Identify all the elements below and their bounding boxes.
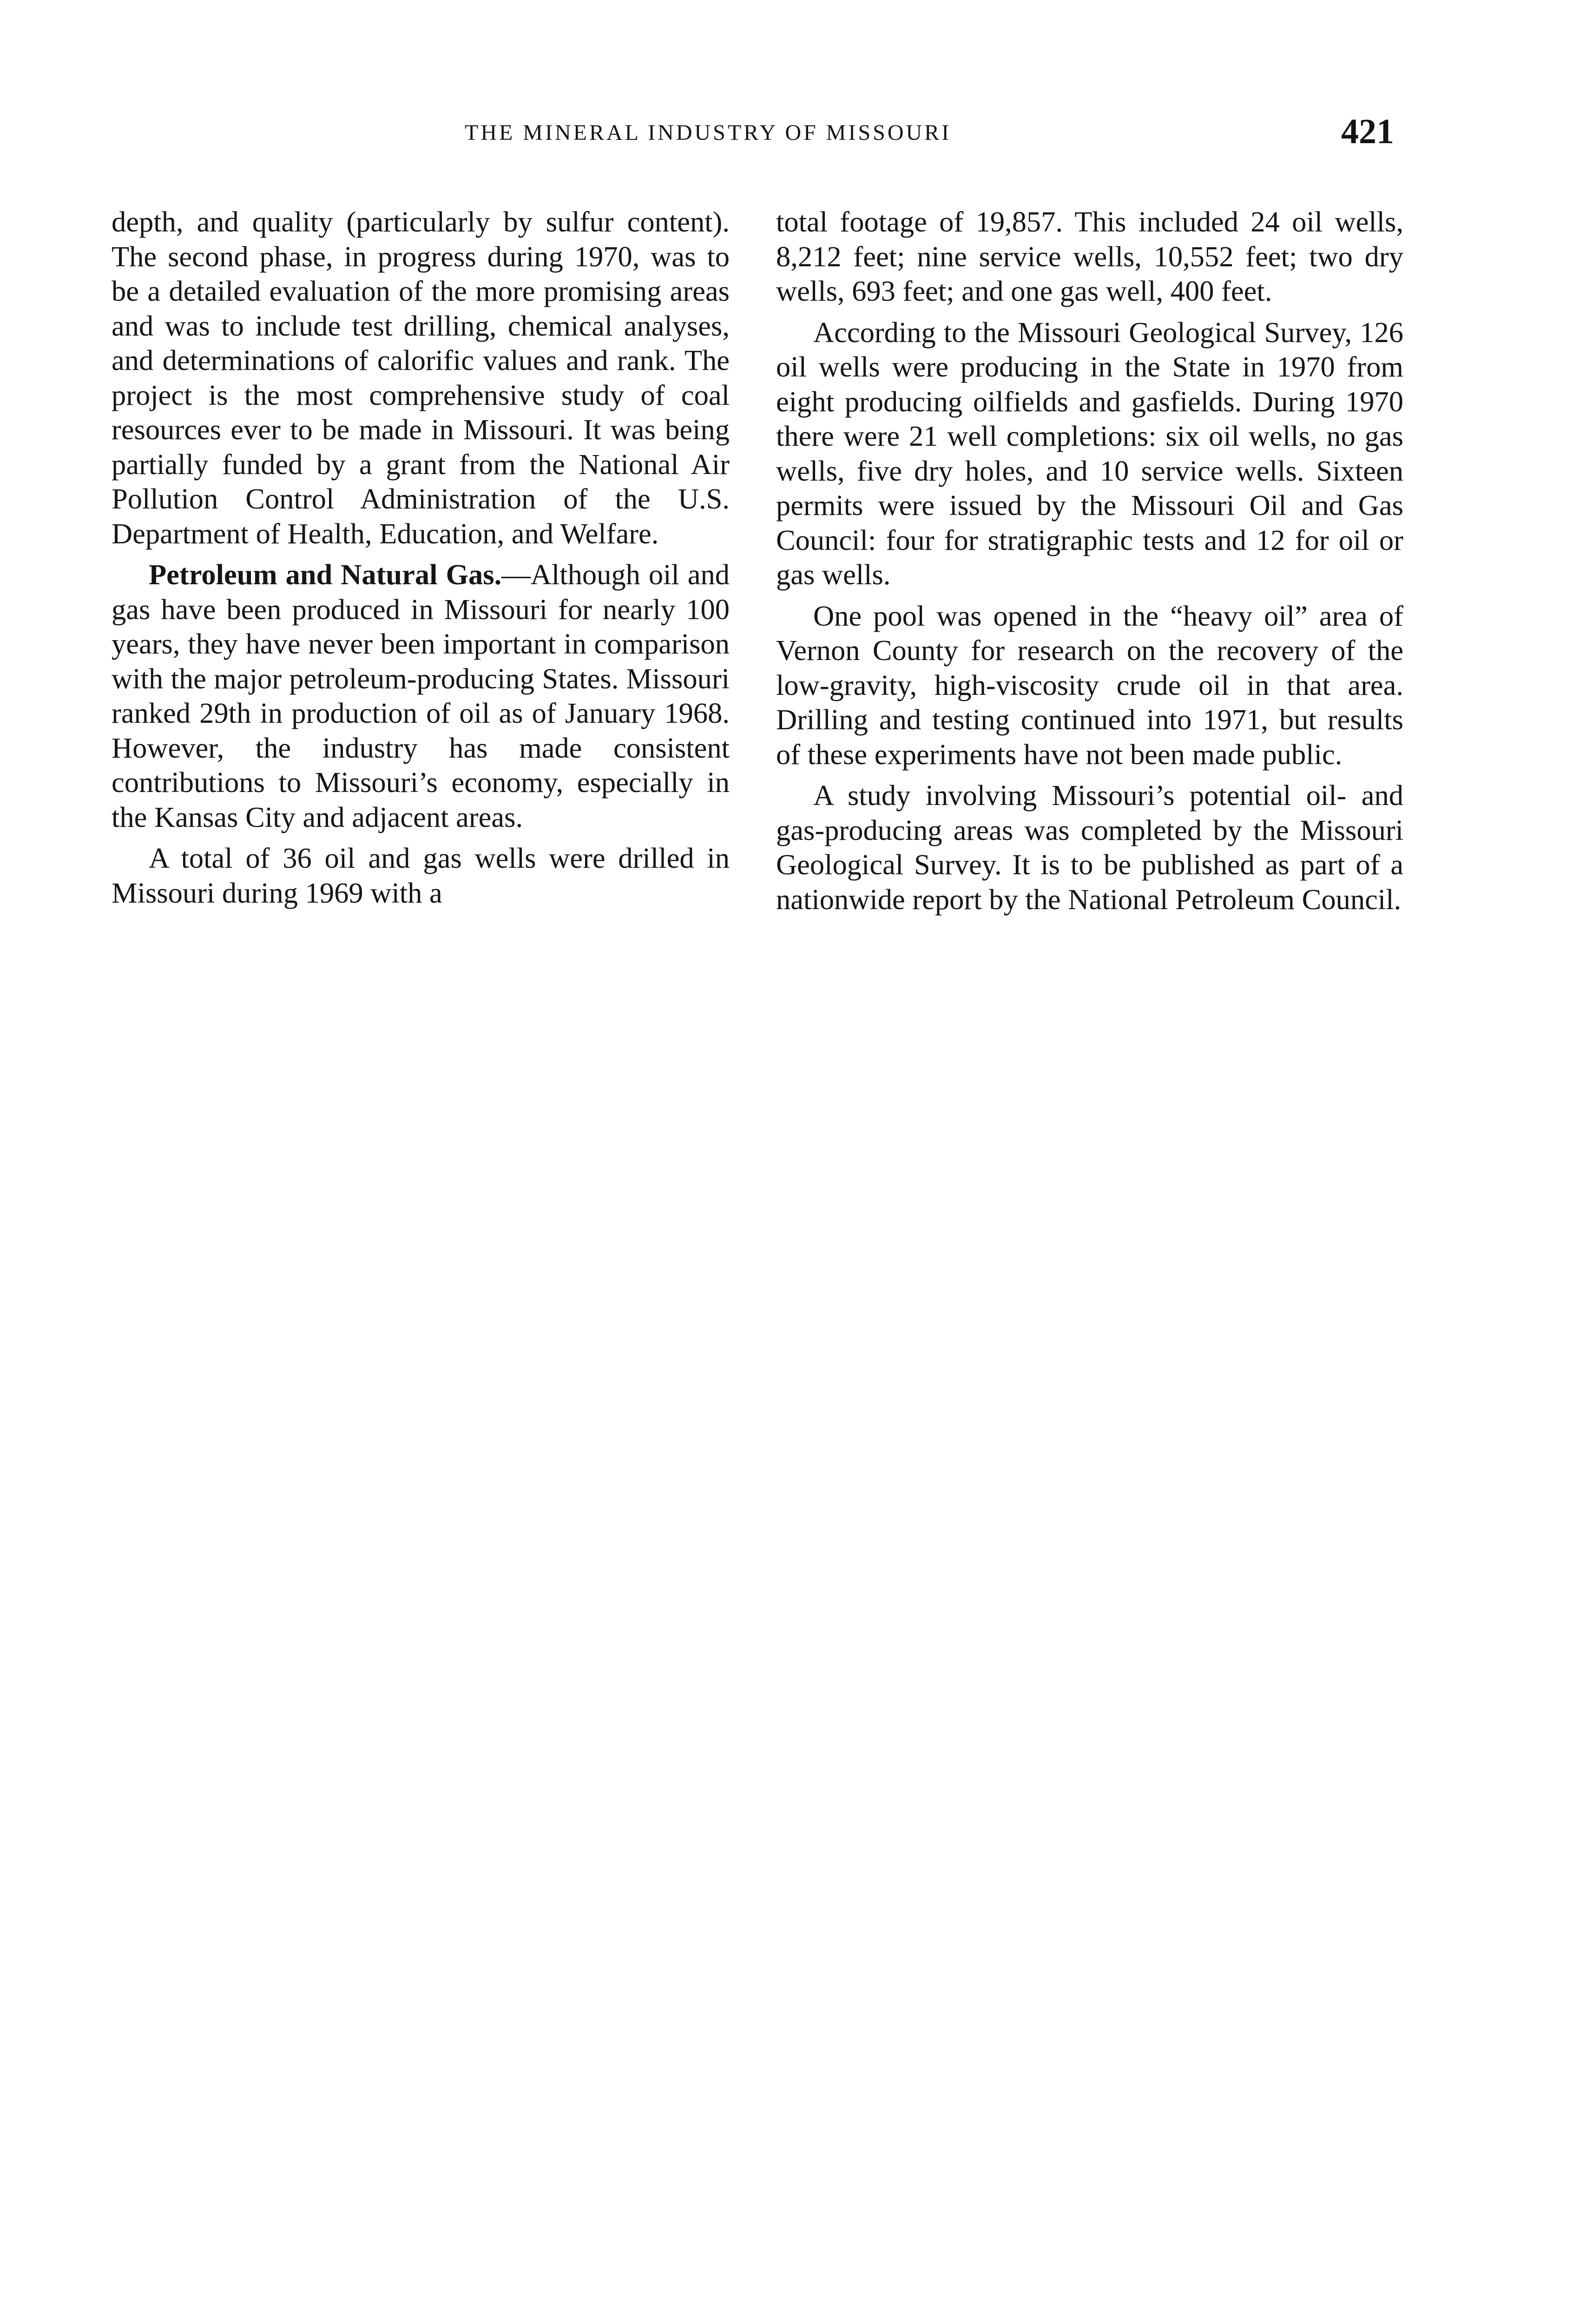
running-header: [112, 112, 1394, 158]
page-number: 421: [1341, 112, 1394, 151]
paragraph-study: A study involving Missouri’s potential oil- and gas-producing areas was completed by the Missouri Geological Survey. It is to be published as part of a nationwide report by the National Petroleum Council.: [776, 779, 1403, 916]
paragraph-petroleum-intro: [112, 557, 730, 834]
paragraph-heavy-oil: One pool was opened in the “heavy oil” area of Vernon County for research on the recovery of the low-gravity, high-viscosity crude oil in that area. Drilling and testing continued into 1971, but results of these experiments have not been made public.: [776, 599, 1403, 771]
paragraph-petroleum-body: —Although oil and gas have been produced in Missouri for nearly 100 years, they have never been important in comparison with the major petroleum-producing States. Missouri ranked 29th in production of oil as of January 1968. However, the industry has made consistent contributions to Missouri’s economy, especially in the Kansas City and adjacent areas.: [112, 558, 730, 833]
paragraph-coal-study: depth, and quality (particularly by sulfur content). The second phase, in progress during 1970, was to be a detailed evaluation of the more promising areas and was to include test drilling, chemical analyses, and determinations of calorific values and rank. The project is the most comprehensive study of coal resources ever to be made in Missouri. It was being partially funded by a grant from the National Air Pollution Control Administration of the U.S. Department of Health, Education, and Welfare.: [112, 205, 730, 550]
section-heading-petroleum: Petroleum and Natural Gas.: [149, 558, 502, 591]
paragraph-footage: total footage of 19,857. This included 24 oil wells, 8,212 feet; nine service wells, 10,552 feet; two dry wells, 693 feet; and one gas well, 400 feet.: [776, 205, 1403, 307]
running-header-title: THE MINERAL INDUSTRY OF MISSOURI: [465, 120, 952, 145]
paragraph-wells-drilled: A total of 36 oil and gas wells were drilled in Missouri during 1969 with a: [112, 842, 730, 909]
right-column: [776, 205, 1403, 917]
paragraph-producing-wells: According to the Missouri Geological Survey, 126 oil wells were producing in the State in 1970 from eight producing oilfields and gasfields. During 1970 there were 21 well completions: six oil wells, no gas wells, five dry holes, and 10 service wells. Sixteen permits were issued by the Missouri Oil and Gas Council: four for stratigraphic tests and 12 for oil or gas wells.: [776, 316, 1403, 591]
body-columns: [112, 205, 1403, 1134]
left-column: [112, 205, 730, 910]
